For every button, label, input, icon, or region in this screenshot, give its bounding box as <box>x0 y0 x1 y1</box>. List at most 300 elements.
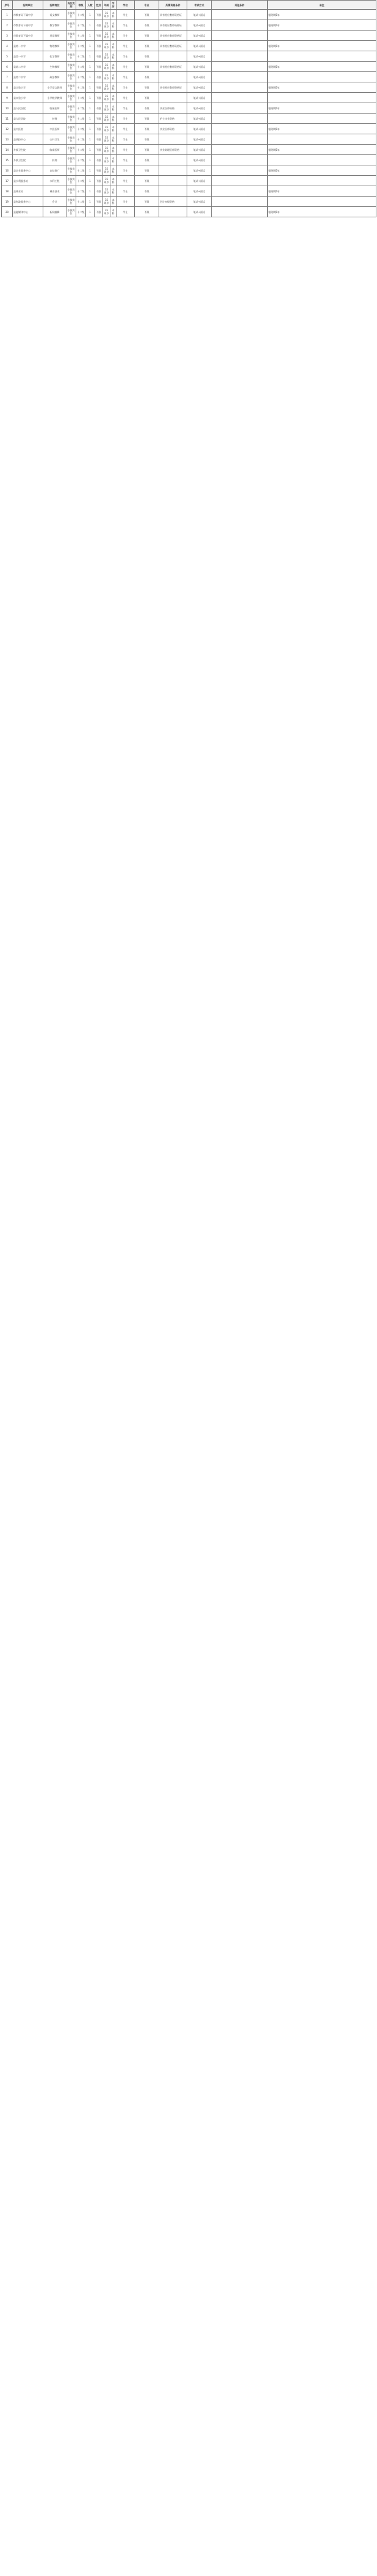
cell-major: 不限 <box>135 145 159 155</box>
cell-edu: 本科 <box>110 62 117 72</box>
cell-note <box>268 72 376 82</box>
cell-degree: 学士 <box>117 10 135 20</box>
cell-unit: 县财政服务中心 <box>13 197 43 207</box>
cell-count: 1 <box>86 20 95 31</box>
column-header: 学位 <box>117 1 135 10</box>
cell-post: 临床医师 <box>43 145 66 155</box>
cell-edu: 本科 <box>110 165 117 176</box>
cell-level: 十二级 <box>76 72 86 82</box>
cell-exam: 笔试+面试 <box>187 10 212 20</box>
cell-other <box>212 82 268 93</box>
cell-no: 16 <box>2 165 13 176</box>
cell-level: 十二级 <box>76 51 86 62</box>
cell-degree: 学士 <box>117 145 135 155</box>
cell-category: 专技岗位 <box>66 165 76 176</box>
cell-age: 35周岁 <box>103 62 110 72</box>
cell-edu: 本科 <box>110 72 117 82</box>
cell-major: 不限 <box>135 155 159 165</box>
column-header: 招聘岗位 <box>43 1 66 10</box>
cell-degree: 学士 <box>117 197 135 207</box>
cell-other <box>212 197 268 207</box>
cell-other <box>212 207 268 217</box>
cell-count: 1 <box>86 93 95 103</box>
cell-exam: 笔试+面试 <box>187 176 212 186</box>
cell-gender: 不限 <box>95 176 103 186</box>
cell-req: 具有相应教师资格证 <box>159 10 187 20</box>
column-header: 人数 <box>86 1 95 10</box>
cell-major: 不限 <box>135 103 159 114</box>
cell-no: 6 <box>2 62 13 72</box>
cell-post: 化学教师 <box>43 51 66 62</box>
cell-edu: 本科 <box>110 10 117 20</box>
cell-degree: 学士 <box>117 93 135 103</box>
cell-edu: 本科 <box>110 145 117 155</box>
cell-level: 十二级 <box>76 31 86 41</box>
cell-edu: 本科 <box>110 134 117 145</box>
cell-req <box>159 186 187 197</box>
cell-edu: 本科 <box>110 103 117 114</box>
cell-other <box>212 51 268 62</box>
cell-post: 新闻编辑 <box>43 207 66 217</box>
cell-req: 执业医师资格 <box>159 103 187 114</box>
cell-count: 1 <box>86 176 95 186</box>
cell-post: 物理教师 <box>43 41 66 51</box>
table-row <box>2 72 376 82</box>
cell-post: 临床医师 <box>43 103 66 114</box>
cell-no: 18 <box>2 186 13 197</box>
cell-degree: 学士 <box>117 20 135 31</box>
cell-major: 不限 <box>135 41 159 51</box>
cell-exam: 笔试+面试 <box>187 103 212 114</box>
cell-gender: 不限 <box>95 93 103 103</box>
cell-other <box>212 72 268 82</box>
cell-post: 政治教师 <box>43 72 66 82</box>
cell-edu: 本科 <box>110 197 117 207</box>
cell-count: 1 <box>86 82 95 93</box>
cell-age: 35周岁 <box>103 114 110 124</box>
cell-no: 15 <box>2 155 13 165</box>
cell-age: 35周岁 <box>103 186 110 197</box>
column-header: 性别 <box>95 1 103 10</box>
cell-other <box>212 145 268 155</box>
cell-post: 水利工程 <box>43 176 66 186</box>
cell-post: 林业技术 <box>43 186 66 197</box>
cell-count: 1 <box>86 72 95 82</box>
cell-req: 具有相应教师资格证 <box>159 20 187 31</box>
cell-count: 1 <box>86 62 95 72</box>
cell-category: 专技岗位 <box>66 197 76 207</box>
cell-note: 服务期5年 <box>268 20 376 31</box>
cell-count: 1 <box>86 186 95 197</box>
cell-age: 35周岁 <box>103 103 110 114</box>
cell-age: 35周岁 <box>103 20 110 31</box>
cell-major: 不限 <box>135 114 159 124</box>
cell-exam: 笔试+面试 <box>187 134 212 145</box>
cell-count: 1 <box>86 10 95 20</box>
cell-unit: 县第一中学 <box>13 51 43 62</box>
cell-unit: 县实验小学 <box>13 93 43 103</box>
cell-exam: 笔试+面试 <box>187 186 212 197</box>
cell-count: 1 <box>86 165 95 176</box>
column-header: 考试方式 <box>187 1 212 10</box>
cell-age: 35周岁 <box>103 207 110 217</box>
cell-count: 1 <box>86 197 95 207</box>
cell-unit: 县实验小学 <box>13 82 43 93</box>
cell-degree: 学士 <box>117 155 135 165</box>
cell-count: 1 <box>86 134 95 145</box>
cell-exam: 笔试+面试 <box>187 114 212 124</box>
cell-level: 十二级 <box>76 20 86 31</box>
cell-exam: 笔试+面试 <box>187 20 212 31</box>
cell-no: 4 <box>2 41 13 51</box>
column-header: 其他条件 <box>212 1 268 10</box>
cell-gender: 不限 <box>95 134 103 145</box>
table-row <box>2 155 376 165</box>
cell-req <box>159 165 187 176</box>
cell-degree: 学士 <box>117 31 135 41</box>
cell-other <box>212 103 268 114</box>
table-header-row <box>2 1 376 10</box>
cell-edu: 本科 <box>110 114 117 124</box>
cell-category: 专技岗位 <box>66 145 76 155</box>
cell-note <box>268 31 376 41</box>
cell-req <box>159 51 187 62</box>
cell-level: 十二级 <box>76 41 86 51</box>
column-header: 岗位类别 <box>66 1 76 10</box>
cell-req: 会计初级资格 <box>159 197 187 207</box>
cell-note <box>268 51 376 62</box>
table-body <box>2 1 376 217</box>
cell-unit: 市教育局下属中学 <box>13 20 43 31</box>
cell-degree: 学士 <box>117 114 135 124</box>
cell-exam: 笔试+面试 <box>187 62 212 72</box>
cell-no: 2 <box>2 20 13 31</box>
cell-note <box>268 155 376 165</box>
cell-no: 17 <box>2 176 13 186</box>
column-header: 招聘单位 <box>13 1 43 10</box>
cell-req: 具有相应教师资格证 <box>159 41 187 51</box>
table-row <box>2 20 376 31</box>
cell-count: 1 <box>86 114 95 124</box>
cell-exam: 笔试+面试 <box>187 145 212 155</box>
cell-post: 药剂 <box>43 155 66 165</box>
cell-age: 35周岁 <box>103 41 110 51</box>
cell-category: 专技岗位 <box>66 186 76 197</box>
cell-no: 13 <box>2 134 13 145</box>
cell-age: 35周岁 <box>103 176 110 186</box>
cell-other <box>212 31 268 41</box>
cell-level: 十二级 <box>76 186 86 197</box>
cell-req: 执业医师资格 <box>159 124 187 134</box>
cell-note: 服务期5年 <box>268 103 376 114</box>
cell-exam: 笔试+面试 <box>187 41 212 51</box>
table-row <box>2 176 376 186</box>
cell-other <box>212 155 268 165</box>
cell-unit: 县人民医院 <box>13 103 43 114</box>
cell-no: 8 <box>2 82 13 93</box>
cell-level: 十二级 <box>76 10 86 20</box>
cell-category: 专技岗位 <box>66 114 76 124</box>
cell-count: 1 <box>86 41 95 51</box>
cell-level: 十二级 <box>76 114 86 124</box>
cell-edu: 本科 <box>110 207 117 217</box>
cell-other <box>212 114 268 124</box>
cell-age: 35周岁 <box>103 124 110 134</box>
cell-post: 语文教师 <box>43 10 66 20</box>
cell-no: 19 <box>2 197 13 207</box>
column-header: 专业 <box>135 1 159 10</box>
cell-level: 十二级 <box>76 93 86 103</box>
cell-level: 十二级 <box>76 197 86 207</box>
column-header: 备注 <box>268 1 376 10</box>
cell-category: 专技岗位 <box>66 176 76 186</box>
table-row <box>2 165 376 176</box>
cell-unit: 县疾控中心 <box>13 134 43 145</box>
cell-note: 服务期5年 <box>268 10 376 20</box>
cell-other <box>212 134 268 145</box>
cell-unit: 乡镇卫生院 <box>13 145 43 155</box>
cell-post: 小学语文教师 <box>43 82 66 93</box>
column-header: 学历 <box>110 1 117 10</box>
cell-unit: 县第二中学 <box>13 72 43 82</box>
cell-level: 十二级 <box>76 124 86 134</box>
cell-req <box>159 72 187 82</box>
cell-other <box>212 165 268 176</box>
cell-req: 具有相应教师资格证 <box>159 62 187 72</box>
cell-category: 专技岗位 <box>66 207 76 217</box>
cell-gender: 不限 <box>95 51 103 62</box>
cell-count: 1 <box>86 51 95 62</box>
cell-note <box>268 114 376 124</box>
cell-post: 小学数学教师 <box>43 93 66 103</box>
cell-major: 不限 <box>135 207 159 217</box>
cell-req: 执业助理医师资格 <box>159 145 187 155</box>
cell-exam: 笔试+面试 <box>187 155 212 165</box>
table-row <box>2 10 376 20</box>
cell-edu: 本科 <box>110 93 117 103</box>
cell-req: 具有相应教师资格证 <box>159 82 187 93</box>
column-header: 年龄 <box>103 1 110 10</box>
cell-category: 专技岗位 <box>66 20 76 31</box>
cell-post: 会计 <box>43 197 66 207</box>
cell-gender: 不限 <box>95 72 103 82</box>
cell-major: 不限 <box>135 31 159 41</box>
table-row <box>2 51 376 62</box>
cell-count: 1 <box>86 145 95 155</box>
cell-other <box>212 124 268 134</box>
cell-req: 护士执业资格 <box>159 114 187 124</box>
cell-note: 服务期5年 <box>268 165 376 176</box>
table-row <box>2 186 376 197</box>
cell-exam: 笔试+面试 <box>187 197 212 207</box>
table-row <box>2 82 376 93</box>
cell-degree: 学士 <box>117 134 135 145</box>
cell-note: 服务期5年 <box>268 207 376 217</box>
cell-level: 十二级 <box>76 62 86 72</box>
table-row <box>2 124 376 134</box>
cell-edu: 本科 <box>110 82 117 93</box>
cell-gender: 不限 <box>95 41 103 51</box>
cell-gender: 不限 <box>95 62 103 72</box>
cell-unit: 县人民医院 <box>13 114 43 124</box>
cell-exam: 笔试+面试 <box>187 124 212 134</box>
cell-major: 不限 <box>135 176 159 186</box>
cell-level: 十二级 <box>76 145 86 155</box>
cell-gender: 不限 <box>95 197 103 207</box>
cell-req <box>159 207 187 217</box>
cell-category: 专技岗位 <box>66 124 76 134</box>
table-row <box>2 41 376 51</box>
cell-level: 十二级 <box>76 176 86 186</box>
cell-degree: 学士 <box>117 41 135 51</box>
cell-exam: 笔试+面试 <box>187 165 212 176</box>
cell-other <box>212 93 268 103</box>
cell-gender: 不限 <box>95 186 103 197</box>
cell-no: 10 <box>2 103 13 114</box>
cell-unit: 县水利服务站 <box>13 176 43 186</box>
cell-unit: 市教育局下属中学 <box>13 31 43 41</box>
cell-post: 中医医师 <box>43 124 66 134</box>
cell-category: 专技岗位 <box>66 93 76 103</box>
cell-category: 专技岗位 <box>66 51 76 62</box>
cell-major: 不限 <box>135 72 159 82</box>
cell-major: 不限 <box>135 134 159 145</box>
cell-degree: 学士 <box>117 62 135 72</box>
cell-no: 7 <box>2 72 13 82</box>
cell-category: 专技岗位 <box>66 103 76 114</box>
cell-exam: 笔试+面试 <box>187 207 212 217</box>
cell-other <box>212 41 268 51</box>
table-row <box>2 31 376 41</box>
cell-level: 十二级 <box>76 82 86 93</box>
cell-degree: 学士 <box>117 51 135 62</box>
cell-edu: 本科 <box>110 31 117 41</box>
cell-edu: 本科 <box>110 41 117 51</box>
cell-degree: 学士 <box>117 124 135 134</box>
cell-req <box>159 93 187 103</box>
cell-req <box>159 134 187 145</box>
cell-category: 专技岗位 <box>66 41 76 51</box>
cell-no: 9 <box>2 93 13 103</box>
cell-exam: 笔试+面试 <box>187 82 212 93</box>
cell-post: 生物教师 <box>43 62 66 72</box>
table-row <box>2 207 376 217</box>
cell-no: 3 <box>2 31 13 41</box>
recruitment-table <box>1 0 376 217</box>
cell-age: 35周岁 <box>103 82 110 93</box>
cell-exam: 笔试+面试 <box>187 72 212 82</box>
cell-gender: 不限 <box>95 155 103 165</box>
cell-gender: 不限 <box>95 10 103 20</box>
cell-level: 十二级 <box>76 134 86 145</box>
cell-level: 十二级 <box>76 155 86 165</box>
cell-degree: 学士 <box>117 207 135 217</box>
cell-no: 12 <box>2 124 13 134</box>
cell-post: 公共卫生 <box>43 134 66 145</box>
cell-degree: 学士 <box>117 186 135 197</box>
cell-count: 1 <box>86 103 95 114</box>
cell-level: 十二级 <box>76 165 86 176</box>
cell-unit: 县林业站 <box>13 186 43 197</box>
cell-other <box>212 10 268 20</box>
cell-post: 数学教师 <box>43 20 66 31</box>
cell-gender: 不限 <box>95 145 103 155</box>
cell-degree: 学士 <box>117 165 135 176</box>
cell-edu: 本科 <box>110 155 117 165</box>
cell-count: 1 <box>86 31 95 41</box>
cell-exam: 笔试+面试 <box>187 51 212 62</box>
cell-age: 35周岁 <box>103 145 110 155</box>
cell-unit: 县农业服务中心 <box>13 165 43 176</box>
cell-unit: 县中医院 <box>13 124 43 134</box>
cell-age: 35周岁 <box>103 165 110 176</box>
cell-major: 不限 <box>135 165 159 176</box>
cell-post: 护理 <box>43 114 66 124</box>
cell-age: 35周岁 <box>103 155 110 165</box>
cell-unit: 县第二中学 <box>13 62 43 72</box>
cell-gender: 不限 <box>95 20 103 31</box>
cell-age: 35周岁 <box>103 134 110 145</box>
cell-category: 专技岗位 <box>66 72 76 82</box>
cell-unit: 乡镇卫生院 <box>13 155 43 165</box>
cell-gender: 不限 <box>95 103 103 114</box>
cell-major: 不限 <box>135 10 159 20</box>
cell-unit: 市教育局下属中学 <box>13 10 43 20</box>
cell-note: 服务期5年 <box>268 124 376 134</box>
cell-major: 不限 <box>135 62 159 72</box>
cell-note: 服务期5年 <box>268 62 376 72</box>
cell-no: 20 <box>2 207 13 217</box>
cell-edu: 本科 <box>110 176 117 186</box>
cell-major: 不限 <box>135 124 159 134</box>
cell-category: 专技岗位 <box>66 134 76 145</box>
cell-major: 不限 <box>135 93 159 103</box>
table-row <box>2 62 376 72</box>
cell-unit: 县第一中学 <box>13 41 43 51</box>
cell-note <box>268 176 376 186</box>
cell-req <box>159 155 187 165</box>
cell-count: 1 <box>86 207 95 217</box>
cell-age: 35周岁 <box>103 93 110 103</box>
cell-count: 1 <box>86 155 95 165</box>
cell-no: 11 <box>2 114 13 124</box>
column-header: 所需资格条件 <box>159 1 187 10</box>
cell-other <box>212 176 268 186</box>
cell-age: 35周岁 <box>103 72 110 82</box>
cell-degree: 学士 <box>117 103 135 114</box>
table-row <box>2 103 376 114</box>
cell-note <box>268 197 376 207</box>
cell-category: 专技岗位 <box>66 10 76 20</box>
cell-degree: 学士 <box>117 176 135 186</box>
cell-no: 14 <box>2 145 13 155</box>
table-row <box>2 197 376 207</box>
cell-note: 服务期5年 <box>268 41 376 51</box>
cell-category: 专技岗位 <box>66 82 76 93</box>
cell-edu: 本科 <box>110 51 117 62</box>
cell-note <box>268 134 376 145</box>
cell-unit: 县融媒体中心 <box>13 207 43 217</box>
cell-note: 服务期5年 <box>268 186 376 197</box>
cell-age: 35周岁 <box>103 197 110 207</box>
cell-degree: 学士 <box>117 72 135 82</box>
cell-no: 1 <box>2 10 13 20</box>
cell-level: 十二级 <box>76 207 86 217</box>
cell-category: 专技岗位 <box>66 31 76 41</box>
cell-age: 35周岁 <box>103 10 110 20</box>
cell-age: 35周岁 <box>103 51 110 62</box>
cell-no: 5 <box>2 51 13 62</box>
